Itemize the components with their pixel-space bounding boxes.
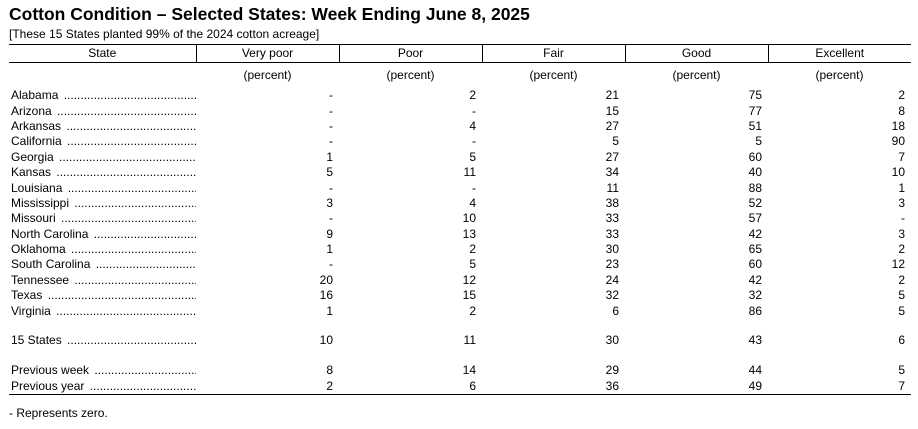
state-name: Texas [11,288,43,303]
dot-leader [11,165,196,180]
spacer-cell [9,319,196,333]
col-header-fair: Fair [482,45,625,63]
state-name: 15 States [11,333,62,348]
state-name: Previous week [11,363,90,378]
value-fair: 5 [612,134,619,149]
value-fair: 33 [605,211,619,226]
state-name-cell [9,88,196,103]
previous-year-row [9,379,911,395]
state-name: Louisiana [11,180,63,195]
value-good: 57 [748,211,762,226]
units-cell-good: (percent) [672,68,721,82]
state-name: Alabama [11,88,59,103]
col-header-poor: Poor [339,45,482,63]
value-fair: 30 [605,333,619,348]
table-row [9,242,911,257]
value-fair: 32 [605,288,619,303]
value-poor: 14 [462,363,476,378]
table-row [9,196,911,211]
value-poor: 12 [462,272,476,287]
condition-table [9,44,911,395]
value-poor: 6 [339,379,482,395]
dot-leader [11,379,196,394]
spacer-cell [482,319,625,333]
value-fair: 33 [605,226,619,241]
state-name: California [11,134,62,149]
dot-leader [11,134,196,149]
value-poor: 5 [469,149,476,164]
value-excellent: 3 [898,195,905,210]
value-excellent: 5 [898,288,905,303]
table-row [9,180,911,195]
state-name-cell [9,273,196,288]
value-poor: - [472,134,476,149]
state-name: Georgia [11,149,54,164]
state-name: Previous year [11,378,85,393]
state-name: Mississippi [11,195,70,210]
units-cell-excellent: (percent) [815,68,864,82]
value-fair: 38 [605,195,619,210]
value-excellent: 8 [898,103,905,118]
dot-leader [11,150,196,165]
value-very-poor: 1 [326,242,333,257]
spacer-cell [625,348,768,363]
spacer-cell [196,348,339,363]
value-very-poor: 1 [326,149,333,164]
value-excellent: - [901,211,905,226]
value-good: 60 [748,149,762,164]
value-good: 40 [748,165,762,180]
state-name-cell [9,165,196,180]
col-header-very-poor: Very poor [196,45,339,63]
value-poor: 10 [462,211,476,226]
spacer-cell [196,319,339,333]
spacer-row [9,319,911,333]
value-good: 65 [748,242,762,257]
state-name-cell [9,196,196,211]
value-very-poor: 3 [326,195,333,210]
state-name-cell [9,103,196,118]
col-header-excellent: Excellent [768,45,911,63]
value-fair: 15 [605,103,619,118]
dot-leader [11,242,196,257]
table-row [9,303,911,318]
spacer-cell [9,348,196,363]
value-fair: 36 [482,379,625,395]
table-row [9,211,911,226]
value-very-poor: - [329,257,333,272]
state-name-cell [9,119,196,134]
table-row [9,288,911,303]
value-fair: 34 [605,165,619,180]
value-excellent: 1 [898,180,905,195]
value-poor: - [472,180,476,195]
value-good: 49 [625,379,768,395]
dot-leader [11,288,196,303]
state-name-cell [9,211,196,226]
value-good: 88 [748,180,762,195]
value-fair: 27 [605,118,619,133]
value-excellent: 18 [891,118,905,133]
dot-leader [11,181,196,196]
dot-leader [11,273,196,288]
spacer-cell [482,348,625,363]
units-cell-very-poor: (percent) [243,68,292,82]
table-row [9,150,911,165]
value-very-poor: 8 [326,363,333,378]
dot-leader [11,88,196,103]
dot-leader [11,196,196,211]
table-row [9,88,911,103]
value-very-poor: - [329,211,333,226]
page-subtitle: [These 15 States planted 99% of the 2024 cotton acreage] [9,27,320,41]
dot-leader [11,333,196,348]
spacer-cell [768,348,911,363]
table-row [9,227,911,242]
value-very-poor: 16 [319,288,333,303]
state-name: Arizona [11,103,52,118]
dot-leader [11,104,196,119]
value-poor: 13 [462,226,476,241]
dot-leader [11,227,196,242]
units-cell-fair: (percent) [529,68,578,82]
state-name-cell [9,227,196,242]
value-excellent: 90 [891,134,905,149]
value-excellent: 7 [898,149,905,164]
units-cell-poor: (percent) [386,68,435,82]
state-name-cell [9,150,196,165]
value-poor: 4 [469,118,476,133]
value-very-poor: - [329,88,333,103]
value-very-poor: 9 [326,226,333,241]
footnote: - Represents zero. [9,406,108,420]
value-good: 42 [748,226,762,241]
spacer-cell [625,319,768,333]
state-name: Missouri [11,211,56,226]
value-excellent: 3 [898,226,905,241]
units-cell-state [9,63,196,89]
value-excellent: 5 [898,303,905,318]
table-body [9,63,911,395]
value-excellent: 7 [768,379,911,395]
value-excellent: 2 [898,88,905,103]
value-very-poor: - [329,118,333,133]
spacer-cell [768,319,911,333]
value-good: 32 [748,288,762,303]
total-row [9,333,911,348]
value-excellent: 12 [891,257,905,272]
value-excellent: 6 [898,333,905,348]
state-name-cell [9,333,196,348]
state-name: Tennessee [11,272,70,287]
state-name: North Carolina [11,226,89,241]
value-excellent: 2 [898,242,905,257]
value-very-poor: - [329,180,333,195]
table-row [9,103,911,118]
value-good: 60 [748,257,762,272]
value-fair: 30 [605,242,619,257]
table-row [9,257,911,272]
state-name: Arkansas [11,118,62,133]
value-poor: 11 [463,165,476,180]
value-fair: 6 [612,303,619,318]
value-very-poor: 2 [196,379,339,395]
value-good: 52 [748,195,762,210]
state-name-cell [9,379,196,395]
value-excellent: 2 [898,272,905,287]
dot-leader [11,257,196,272]
value-good: 86 [748,303,762,318]
value-excellent: 10 [891,165,905,180]
header-row [9,45,911,63]
state-name-cell [9,303,196,318]
value-poor: 11 [463,333,476,348]
units-row [9,63,911,89]
value-very-poor: 1 [326,303,333,318]
page-title: Cotton Condition – Selected States: Week Ending June 8, 2025 [9,4,530,24]
value-good: 43 [748,333,762,348]
value-poor: 2 [469,88,476,103]
value-very-poor: 10 [319,333,333,348]
value-poor: 2 [469,303,476,318]
dot-leader [11,119,196,134]
value-fair: 23 [605,257,619,272]
state-name: Virginia [11,303,51,318]
dot-leader [11,211,196,226]
value-fair: 27 [605,149,619,164]
dot-leader [11,363,196,378]
state-name: Oklahoma [11,242,66,257]
table-row [9,165,911,180]
value-good: 75 [748,88,762,103]
state-name: Kansas [11,165,52,180]
state-name-cell [9,134,196,149]
value-fair: 29 [605,363,619,378]
value-poor: 4 [469,195,476,210]
value-good: 44 [748,363,762,378]
spacer-cell [339,319,482,333]
value-excellent: 5 [898,363,905,378]
value-very-poor: 5 [326,165,333,180]
state-name-cell [9,257,196,272]
value-poor: 2 [469,242,476,257]
value-very-poor: 20 [319,272,333,287]
value-poor: - [472,103,476,118]
dot-leader [11,304,196,319]
state-name-cell [9,180,196,195]
previous-week-row [9,363,911,378]
value-fair: 24 [605,272,619,287]
value-good: 51 [748,118,762,133]
col-header-good: Good [625,45,768,63]
spacer-cell [339,348,482,363]
value-very-poor: - [329,103,333,118]
state-name-cell [9,288,196,303]
value-good: 77 [748,103,762,118]
table-row [9,273,911,288]
spacer-row [9,348,911,363]
table-row [9,134,911,149]
value-fair: 11 [606,180,619,195]
col-header-state: State [9,45,196,63]
value-good: 5 [755,134,762,149]
value-fair: 21 [605,88,619,103]
table-row [9,119,911,134]
value-good: 42 [748,272,762,287]
value-very-poor: - [329,134,333,149]
state-name: South Carolina [11,257,91,272]
state-name-cell [9,363,196,378]
value-poor: 5 [469,257,476,272]
state-name-cell [9,242,196,257]
value-poor: 15 [462,288,476,303]
